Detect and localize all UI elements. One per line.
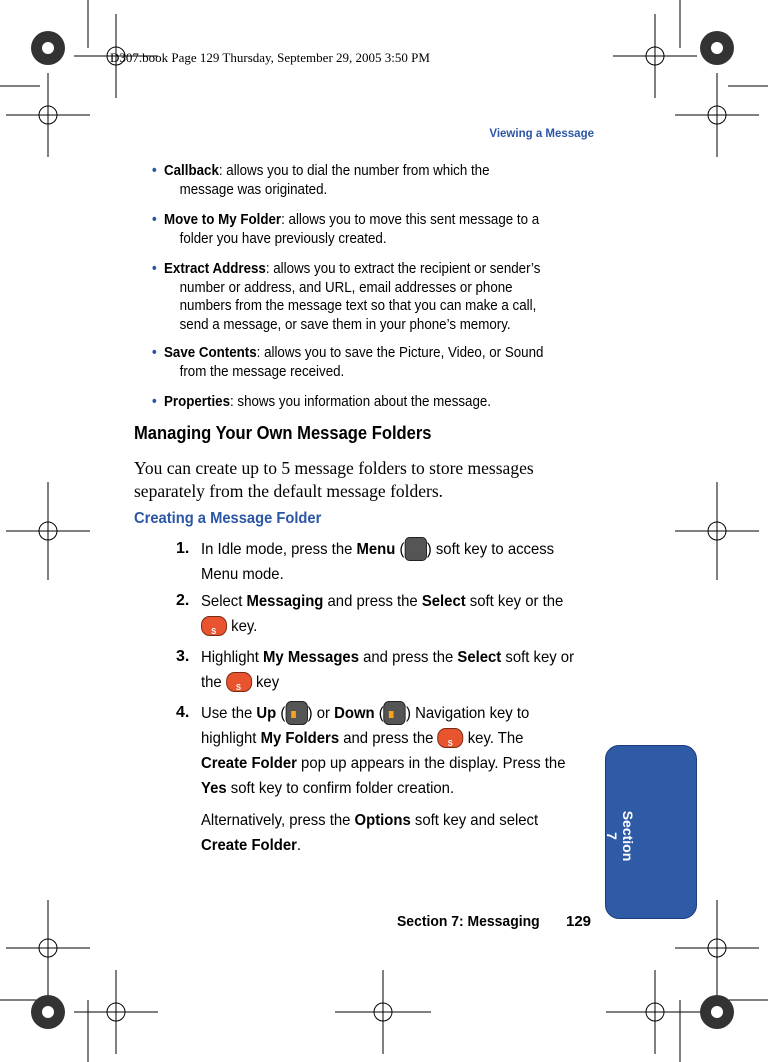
step-1: In Idle mode, press the Menu ( ) soft key to access Menu mode.	[201, 537, 592, 587]
menu-key-icon	[404, 537, 426, 561]
footer-title: Section 7: Messaging	[397, 913, 540, 930]
select-key-icon	[226, 672, 252, 692]
bullet-dot: •	[152, 261, 157, 277]
bullet-dot: •	[152, 394, 157, 410]
bullet-dot: •	[152, 212, 157, 228]
bullet-callback: • Callback: allows you to dial the number from which the message was originated.	[152, 163, 490, 198]
running-head: Viewing a Message	[489, 128, 594, 140]
registration-mark-bottom-center	[335, 970, 431, 1054]
select-key-icon	[438, 728, 464, 748]
bullet-move-to-folder: • Move to My Folder: allows you to move this sent message to a folder you have previously created.	[152, 212, 540, 247]
step-number: 1.	[176, 540, 190, 557]
step-3: Highlight My Messages and press the Select soft key or the S key	[201, 645, 592, 695]
down-key-icon	[384, 701, 406, 725]
registration-mark-right-mid	[675, 482, 759, 580]
bullet-save-contents: • Save Contents: allows you to save the Picture, Video, or Sound from the message received.	[152, 345, 544, 380]
step-4-alternative: Alternatively, press the Options soft key and select Create Folder.	[201, 812, 539, 854]
bullet-extract-address: • Extract Address: allows you to extract the recipient or sender’s number or address, and URL, email addresses or phone numbers from the message text so that you can make a call, send a message, or save them in your phone’s memory.	[152, 261, 541, 333]
up-key-icon	[285, 701, 307, 725]
print-header: D307.book Page 129 Thursday, September 29, 2005 3:50 PM	[110, 50, 430, 65]
step-number: 2.	[176, 592, 190, 609]
registration-mark-top-right	[613, 14, 697, 98]
select-key-icon	[201, 616, 227, 636]
subheading: Creating a Message Folder	[134, 510, 322, 527]
registration-mark-bottom-right	[606, 970, 704, 1054]
step-4: Use the Up ( ) or Down ( ) Navigation key to highlight My Folders and press the S key. The Create Folder pop up appears in the display. Press the Yes soft key to confirm folder creation.	[201, 701, 592, 801]
page-number: 129	[566, 913, 592, 930]
body-paragraph: You can create up to 5 message folders to store messages separately from the default message folders.	[134, 458, 534, 501]
section-tab-label: Section 7	[604, 810, 636, 862]
step-2: Select Messaging and press the Select soft key or the S key.	[201, 589, 592, 639]
bullet-dot: •	[152, 163, 157, 179]
bullet-dot: •	[152, 345, 157, 361]
section-heading: Managing Your Own Message Folders	[134, 423, 432, 443]
registration-mark-bottom-left	[74, 970, 158, 1054]
step-number: 3.	[176, 648, 190, 665]
bullet-properties: • Properties: shows you information about the message.	[152, 394, 492, 410]
registration-mark-left-lower	[6, 900, 90, 996]
step-number: 4.	[176, 704, 190, 721]
registration-mark-left-mid	[6, 482, 90, 580]
